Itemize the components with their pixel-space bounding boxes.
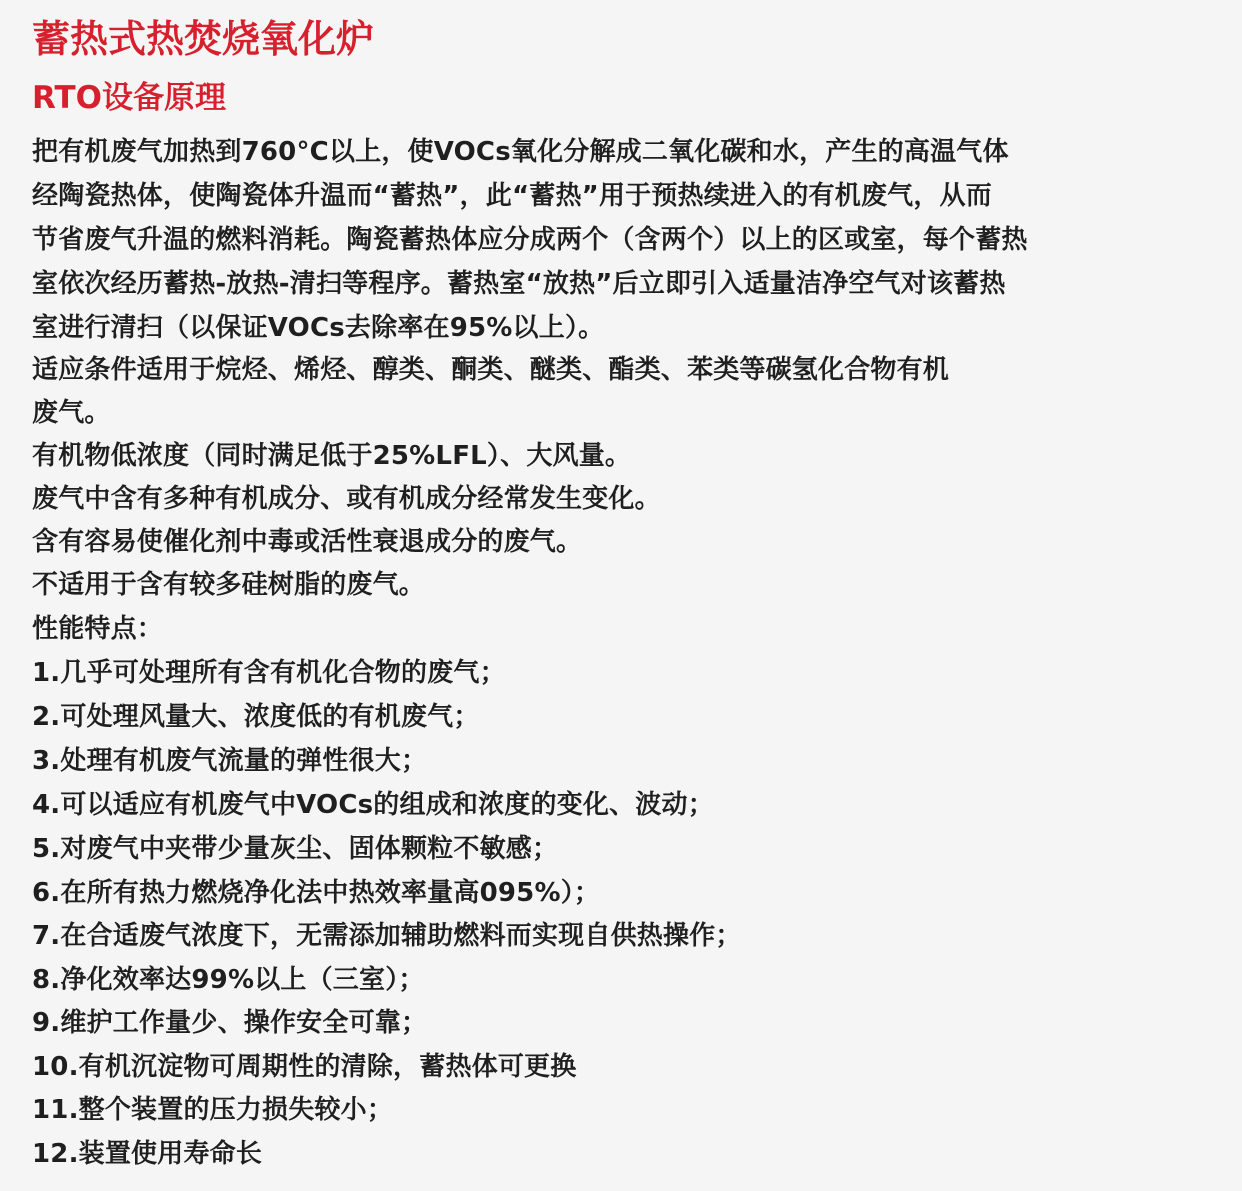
principle-line: 节省废气升温的燃料消耗。陶瓷蓄热体应分成两个（含两个）以上的区或室，每个蓄热 — [32, 225, 1028, 255]
feature-item: 12.装置使用寿命长 — [32, 1139, 263, 1169]
principle-line: 经陶瓷热体，使陶瓷体升温而“蓄热”，此“蓄热”用于预热续进入的有机废气，从而 — [32, 181, 992, 211]
condition-line: 不适用于含有较多硅树脂的废气。 — [32, 570, 426, 600]
feature-item: 8.净化效率达99%以上（三室）； — [32, 965, 425, 995]
feature-item: 3.处理有机废气流量的弹性很大； — [32, 746, 428, 776]
principle-line: 室进行清扫（以保证VOCs去除率在95%以上）。 — [32, 313, 605, 343]
condition-line: 适应条件适用于烷烃、烯烃、醇类、酮类、醚类、酯类、苯类等碳氢化合物有机 — [32, 355, 950, 385]
feature-item: 4.可以适应有机废气中VOCs的组成和浓度的变化、波动； — [32, 790, 714, 820]
feature-item: 6.在所有热力燃烧净化法中热效率量高095%）； — [32, 878, 601, 908]
feature-item: 2.可处理风量大、浓度低的有机废气； — [32, 702, 480, 732]
features-heading: 性能特点： — [32, 614, 164, 644]
condition-line: 废气中含有多种有机成分、或有机成分经常发生变化。 — [32, 484, 661, 514]
feature-item: 10.有机沉淀物可周期性的清除，蓄热体可更换 — [32, 1052, 577, 1082]
page-title: 蓄热式热焚烧氧化炉 — [32, 17, 375, 61]
feature-item: 9.维护工作量少、操作安全可靠； — [32, 1008, 428, 1038]
feature-item: 1.几乎可处理所有含有机化合物的废气； — [32, 658, 506, 688]
condition-line: 有机物低浓度（同时满足低于25%LFL）、大风量。 — [32, 441, 632, 471]
section-subtitle: RTO设备原理 — [32, 80, 226, 116]
condition-line: 废气。 — [32, 398, 111, 428]
feature-item: 5.对废气中夹带少量灰尘、固体颗粒不敏感； — [32, 834, 559, 864]
feature-item: 7.在合适废气浓度下，无需添加辅助燃料而实现自供热操作； — [32, 921, 742, 951]
principle-line: 室依次经历蓄热-放热-清扫等程序。蓄热室“放热”后立即引入适量洁净空气对该蓄热 — [32, 269, 1006, 299]
feature-item: 11.整个装置的压力损失较小； — [32, 1095, 394, 1125]
condition-line: 含有容易使催化剂中毒或活性衰退成分的废气。 — [32, 527, 583, 557]
principle-line: 把有机废气加热到760°C以上，使VOCs氧化分解成二氧化碳和水，产生的高温气体 — [32, 137, 1009, 167]
